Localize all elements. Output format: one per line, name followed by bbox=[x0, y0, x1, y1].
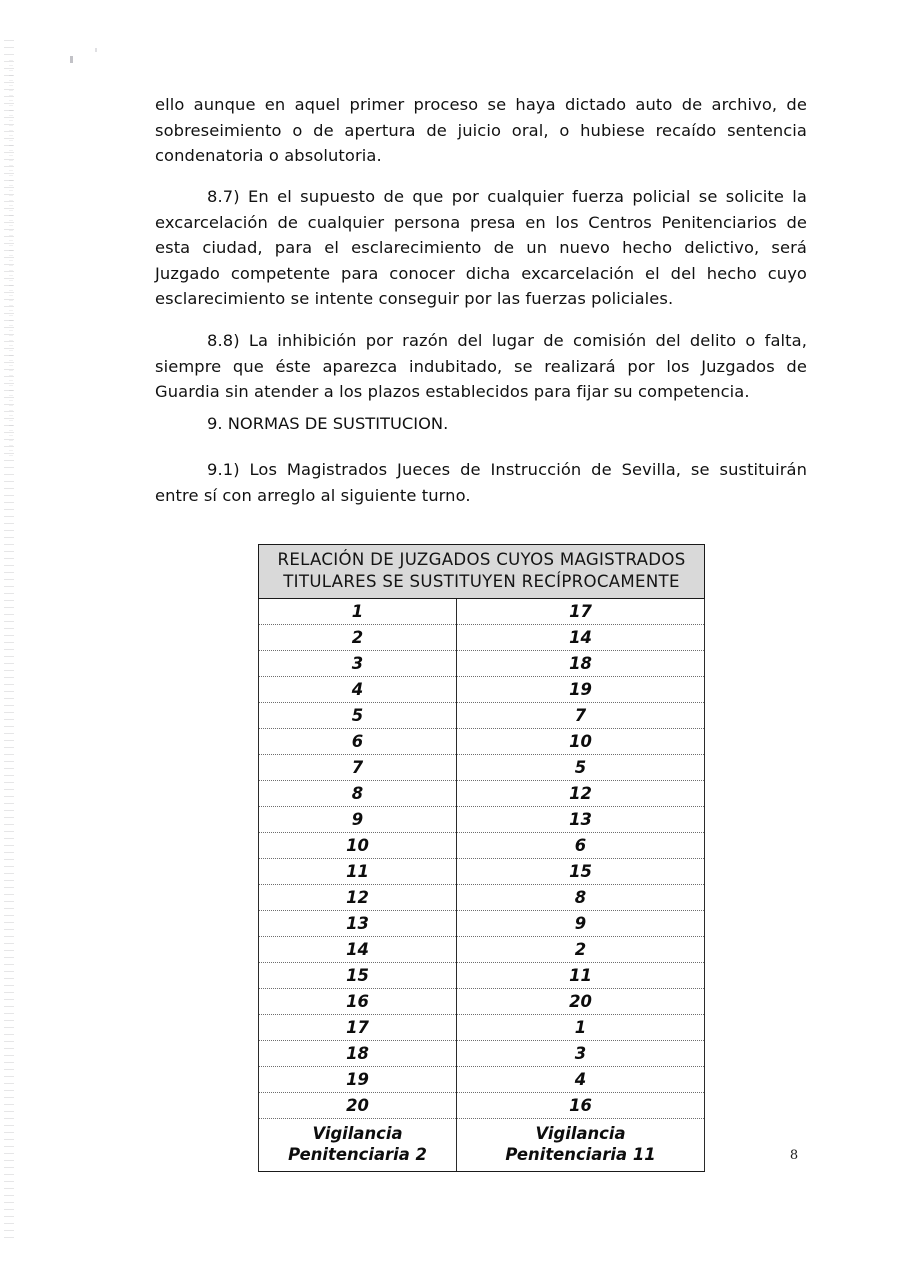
table-row bbox=[259, 755, 705, 781]
table-title bbox=[259, 545, 705, 599]
court-number-right: 12 bbox=[457, 781, 705, 807]
court-number-right: 10 bbox=[457, 729, 705, 755]
court-number-left: 6 bbox=[259, 729, 457, 755]
vigilancia-right-line-1: Vigilancia bbox=[535, 1124, 626, 1143]
table-row bbox=[259, 807, 705, 833]
paragraph-9-1: 9.1) Los Magistrados Jueces de Instrucción de Sevilla, se sustituirán entre sí con arreglo al siguiente turno. bbox=[155, 460, 807, 505]
court-number-right: 5 bbox=[457, 755, 705, 781]
scan-artifact-left-gutter bbox=[4, 40, 14, 1240]
court-number-right: 3 bbox=[457, 1041, 705, 1067]
table-row bbox=[259, 651, 705, 677]
court-number-right: 8 bbox=[457, 885, 705, 911]
table-row bbox=[259, 703, 705, 729]
scan-speck bbox=[95, 48, 97, 52]
court-number-left: 20 bbox=[259, 1093, 457, 1119]
vigilancia-right bbox=[457, 1119, 705, 1172]
court-number-left: 19 bbox=[259, 1067, 457, 1093]
substitution-table bbox=[258, 544, 705, 1172]
table-row bbox=[259, 625, 705, 651]
court-number-right: 15 bbox=[457, 859, 705, 885]
court-number-right: 14 bbox=[457, 625, 705, 651]
court-number-right: 7 bbox=[457, 703, 705, 729]
vigilancia-right-line-2: Penitenciaria 11 bbox=[505, 1145, 656, 1164]
table-title-line-1: RELACIÓN DE JUZGADOS CUYOS MAGISTRADOS bbox=[277, 550, 686, 569]
table-row bbox=[259, 859, 705, 885]
court-number-right: 19 bbox=[457, 677, 705, 703]
court-number-left: 15 bbox=[259, 963, 457, 989]
court-number-left: 2 bbox=[259, 625, 457, 651]
court-number-right: 2 bbox=[457, 937, 705, 963]
table-row bbox=[259, 781, 705, 807]
court-number-left: 17 bbox=[259, 1015, 457, 1041]
court-number-left: 14 bbox=[259, 937, 457, 963]
paragraph-8-8: 8.8) La inhibición por razón del lugar de comisión del delito o falta, siempre que éste aparezca indubitado, se realizará por los Juzgados de Guardia sin atender a los plazos establecidos para fijar su competencia. bbox=[155, 331, 807, 402]
table-row bbox=[259, 937, 705, 963]
table-body bbox=[259, 599, 705, 1172]
court-number-right: 4 bbox=[457, 1067, 705, 1093]
court-number-right: 13 bbox=[457, 807, 705, 833]
table-row bbox=[259, 963, 705, 989]
vigilancia-left-line-2: Penitenciaria 2 bbox=[288, 1145, 427, 1164]
table-header-row bbox=[259, 545, 705, 599]
table-row bbox=[259, 1067, 705, 1093]
court-number-left: 8 bbox=[259, 781, 457, 807]
court-number-right: 6 bbox=[457, 833, 705, 859]
court-number-right: 1 bbox=[457, 1015, 705, 1041]
scan-speck bbox=[70, 56, 73, 63]
court-number-left: 12 bbox=[259, 885, 457, 911]
table-row bbox=[259, 911, 705, 937]
vigilancia-left bbox=[259, 1119, 457, 1172]
page-number: 8 bbox=[789, 1148, 799, 1163]
court-number-left: 18 bbox=[259, 1041, 457, 1067]
table-row bbox=[259, 1015, 705, 1041]
court-number-right: 16 bbox=[457, 1093, 705, 1119]
table-row bbox=[259, 833, 705, 859]
table-row bbox=[259, 677, 705, 703]
table-row bbox=[259, 599, 705, 625]
table-row bbox=[259, 1041, 705, 1067]
court-number-right: 9 bbox=[457, 911, 705, 937]
table-row-vigilancia bbox=[259, 1119, 705, 1172]
court-number-left: 11 bbox=[259, 859, 457, 885]
paragraph-8-7: 8.7) En el supuesto de que por cualquier fuerza policial se solicite la excarcelación de cualquier persona presa en los Centros Penitenciarios de esta ciudad, para el esclarecimiento de un nuevo hecho delictivo, será Juzgado competente para conocer dicha excarcelación el del hecho cuyo esclarecimiento se intente conseguir por las fuerzas policiales. bbox=[155, 187, 807, 309]
court-number-right: 20 bbox=[457, 989, 705, 1015]
court-number-left: 3 bbox=[259, 651, 457, 677]
court-number-left: 7 bbox=[259, 755, 457, 781]
table-row bbox=[259, 885, 705, 911]
court-number-right: 18 bbox=[457, 651, 705, 677]
court-number-left: 13 bbox=[259, 911, 457, 937]
court-number-left: 4 bbox=[259, 677, 457, 703]
vigilancia-left-line-1: Vigilancia bbox=[312, 1124, 403, 1143]
court-number-left: 1 bbox=[259, 599, 457, 625]
court-number-left: 9 bbox=[259, 807, 457, 833]
table-title-line-2: TITULARES SE SUSTITUYEN RECÍPROCAMENTE bbox=[283, 572, 680, 591]
paragraph-continuation: ello aunque en aquel primer proceso se haya dictado auto de archivo, de sobreseimiento o de apertura de juicio oral, o hubiese recaído sentencia condenatoria o absolutoria. bbox=[155, 95, 807, 166]
court-number-right: 17 bbox=[457, 599, 705, 625]
table-row bbox=[259, 729, 705, 755]
court-number-right: 11 bbox=[457, 963, 705, 989]
table-row bbox=[259, 1093, 705, 1119]
table-row bbox=[259, 989, 705, 1015]
heading-section-9: 9. NORMAS DE SUSTITUCION. bbox=[207, 414, 449, 433]
court-number-left: 5 bbox=[259, 703, 457, 729]
court-number-left: 10 bbox=[259, 833, 457, 859]
court-number-left: 16 bbox=[259, 989, 457, 1015]
scan-artifact-left-gutter-secondary bbox=[9, 60, 13, 460]
